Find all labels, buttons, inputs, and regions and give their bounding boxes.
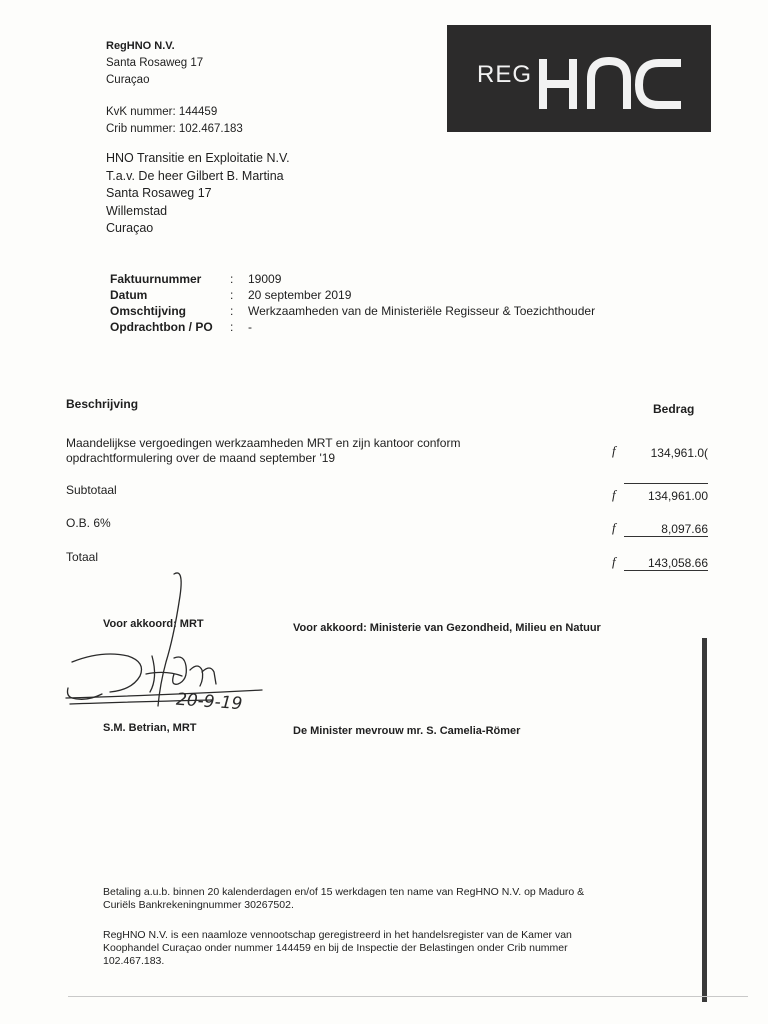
payment-line: Curiëls Bankrekeningnummer 30267502.: [103, 899, 294, 911]
addressee-block: [106, 150, 290, 238]
invoice-meta: [110, 271, 595, 335]
invoice-number-row: [110, 271, 595, 287]
addressee-line: HNO Transitie en Exploitatie N.V.: [106, 151, 290, 165]
currency-symbol: f: [612, 443, 616, 458]
legal-line: RegHNO N.V. is een naamloze vennootschap geregistreerd in het handelsregister van de Kamer van: [103, 929, 572, 941]
subtotal-label: Subtotaal: [66, 483, 117, 497]
invoice-desc-row: [110, 303, 595, 319]
invoice-po: -: [248, 320, 252, 334]
sender-city: Curaçao: [106, 74, 150, 86]
invoice-desc-label: Omschtijving: [110, 304, 187, 318]
invoice-date-row: [110, 287, 595, 303]
handwritten-signature: [62, 566, 282, 736]
sender-street: Santa Rosaweg 17: [106, 57, 204, 69]
subtotal-amount: 134,961.00: [647, 489, 708, 503]
invoice-po-row: [110, 319, 595, 335]
total-label: Totaal: [66, 550, 99, 564]
total-amount: 143,058.66: [624, 556, 708, 571]
invoice-number: 19009: [248, 272, 282, 286]
col-header-amount: Bedrag: [653, 402, 695, 416]
line-item-amount: 134,961.0(: [650, 446, 708, 460]
invoice-desc: Werkzaamheden van de Ministeriële Regisseur & Toezichthouder: [248, 304, 596, 318]
colon: :: [230, 272, 234, 286]
col-header-description: Beschrijving: [66, 397, 139, 411]
currency-symbol: f: [612, 554, 616, 569]
legal-line: 102.467.183.: [103, 955, 165, 967]
reghno-logo: [447, 25, 711, 132]
invoice-date: 20 september 2019: [248, 288, 352, 302]
sender-block: [106, 38, 243, 138]
signer-mrt-name: S.M. Betrian, MRT: [103, 722, 197, 734]
scan-edge-bar: [702, 638, 707, 1002]
line-item-text: Maandelijkse vergoedingen werkzaamheden MRT en zijn kantoor conform: [66, 436, 461, 450]
subtotal-rule: [624, 483, 708, 484]
line-item-text: opdrachtformulering over de maand september '19: [66, 451, 336, 465]
handwritten-date: 20-9-19: [175, 689, 243, 715]
sender-crib: Crib nummer: 102.467.183: [106, 123, 243, 135]
approval-ministry-heading: Voor akkoord: Ministerie van Gezondheid, Milieu en Natuur: [293, 622, 601, 634]
invoice-date-label: Datum: [110, 288, 148, 302]
colon: :: [230, 320, 234, 334]
payment-line: Betaling a.u.b. binnen 20 kalenderdagen en/of 15 werkdagen ten name van RegHNO N.V. op Maduro &: [103, 886, 585, 898]
addressee-line: Curaçao: [106, 221, 154, 235]
logo-reg-text: REG: [477, 61, 533, 88]
sender-name: RegHNO N.V.: [106, 40, 175, 52]
addressee-line: Willemstad: [106, 203, 168, 218]
invoice-po-label: Opdrachtbon / PO: [110, 320, 213, 334]
payment-terms: [103, 886, 584, 912]
sender-kvk: KvK nummer: 144459: [106, 106, 218, 118]
invoice-number-label: Faktuurnummer: [110, 272, 202, 286]
signer-minister-name: De Minister mevrouw mr. S. Camelia-Römer: [293, 725, 521, 737]
line-item-description: [66, 436, 460, 466]
addressee-line: T.a.v. De heer Gilbert B. Martina: [106, 168, 284, 183]
addressee-line: Santa Rosaweg 17: [106, 186, 212, 200]
legal-notice: [103, 929, 572, 968]
currency-symbol: f: [612, 520, 616, 535]
vat-label: O.B. 6%: [66, 516, 111, 530]
vat-amount: 8,097.66: [624, 522, 708, 537]
colon: :: [230, 288, 234, 302]
page-bottom-rule: [68, 996, 748, 997]
currency-symbol: f: [612, 487, 616, 502]
colon: :: [230, 304, 234, 318]
legal-line: Koophandel Curaçao onder nummer 144459 en bij de Inspectie der Belastingen onder Crib nummer: [103, 942, 568, 954]
logo-hno-mark: [539, 55, 689, 113]
approval-mrt-heading: Voor akkoord: MRT: [103, 618, 204, 630]
